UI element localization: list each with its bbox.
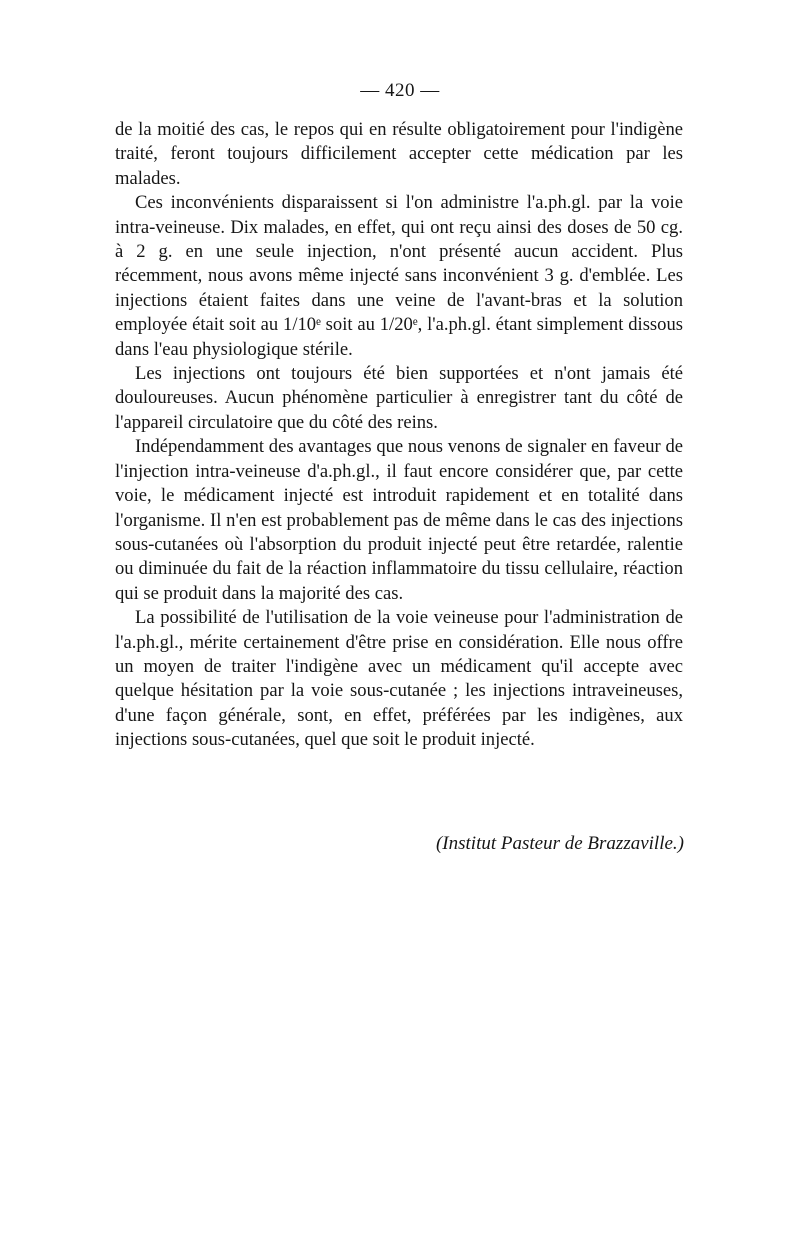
paragraph-3: Les injections ont toujours été bien supportées et n'ont jamais été douloureuses. Aucun phénomène particulier à enregistrer tant du côté de l'appareil circulatoire que du côté des reins. [115, 363, 683, 433]
page-number: — 420 — [360, 80, 440, 101]
paragraph-1: de la moitié des cas, le repos qui en résulte obligatoirement pour l'indigène traité, feront toujours difficilement accepter cette médication par les malades. [115, 119, 683, 189]
paragraph-2: Ces inconvénients disparaissent si l'on administre l'a.ph.gl. par la voie intra-veineuse. Dix malades, en effet, qui ont reçu ainsi des doses de 50 cg. à 2 g. en une seule injection, n'ont présenté aucun accident. Plus récemment, nous avons même injecté sans inconvénient 3 g. d'emblée. Les injections étaient faites dans une veine de l'avant-bras et la solution employée était soit au 1/10ᵉ soit au 1/20ᵉ, l'a.ph.gl. étant simplement dissous dans l'eau physiologique stérile. [115, 192, 683, 360]
paragraph-5: La possibilité de l'utilisation de la voie veineuse pour l'administration de l'a.ph.gl., mérite certainement d'être prise en considération. Elle nous offre un moyen de traiter l'indigène avec un médicament qu'il accepte avec quelque hésitation par la voie sous-cutanée ; les injections intraveineuses, d'une façon générale, sont, en effet, préférées par les indigènes, aux injections sous-cutanées, quel que soit le produit injecté. [115, 607, 683, 751]
paragraph-4: Indépendamment des avantages que nous venons de signaler en faveur de l'injection intra-veineuse d'a.ph.gl., il faut encore considérer que, par cette voie, le médicament injecté est introduit rapidement et en totalité dans l'organisme. Il n'en est probablement pas de même dans le cas des injections sous-cutanées où l'absorption du produit injecté peut être retardée, ralentie ou diminuée du fait de la réaction inflammatoire du tissu cellulaire, réaction qui se produit dans la majorité des cas. [115, 436, 683, 604]
institution-signature: (Institut Pasteur de Brazzaville.) [435, 833, 684, 854]
body-text [115, 118, 683, 753]
